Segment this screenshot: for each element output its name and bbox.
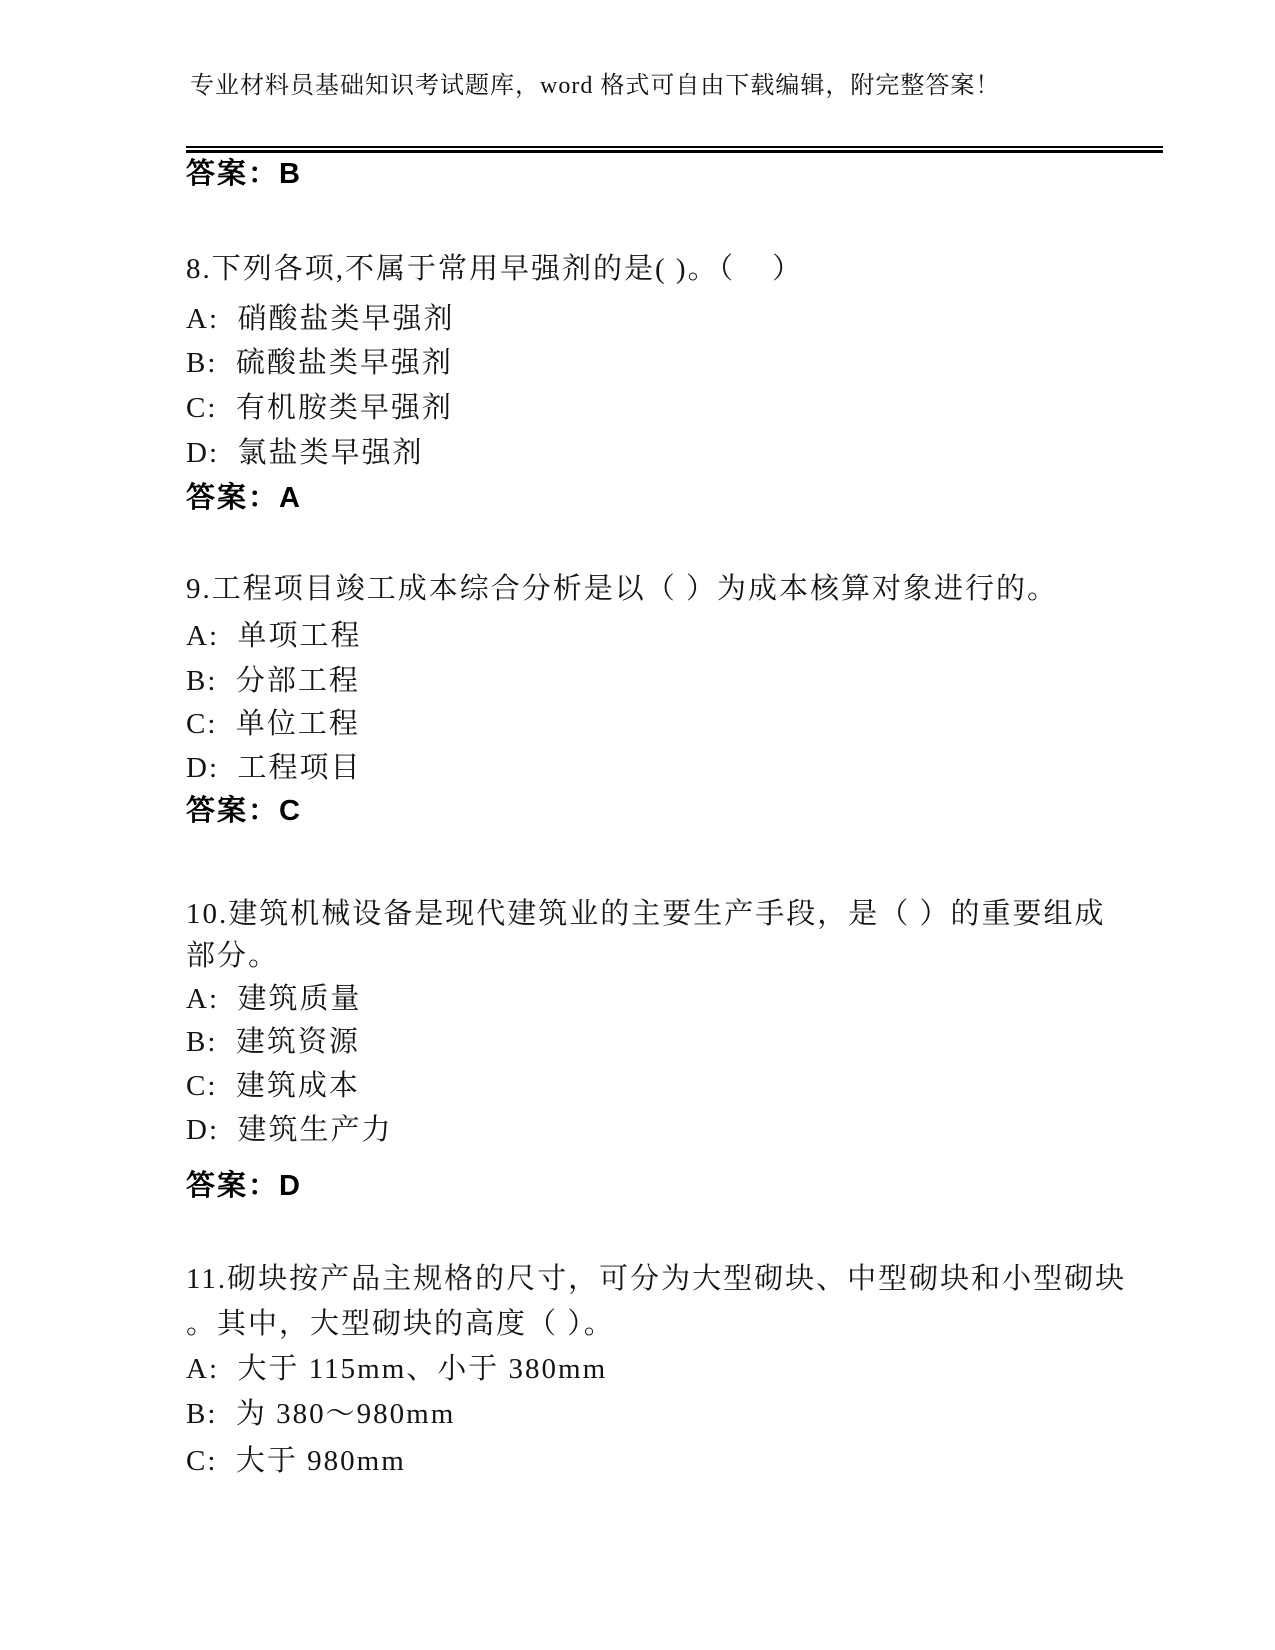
question-9-title: 9.工程项目竣工成本综合分析是以（ ）为成本核算对象进行的。 — [186, 573, 1059, 605]
question-11-title-line-2: 。其中，大型砌块的高度（ ）。 — [186, 1308, 615, 1340]
question-9-option-a: A: 单项工程 — [186, 620, 362, 652]
page-header-title: 专业材料员基础知识考试题库，word 格式可自由下载编辑，附完整答案！ — [190, 73, 1001, 99]
question-10-option-c: C: 建筑成本 — [186, 1070, 360, 1102]
header-divider-line — [186, 146, 1163, 153]
question-9-option-c: C: 单位工程 — [186, 708, 360, 740]
question-9-option-d: D: 工程项目 — [186, 752, 362, 784]
question-10-option-a: A: 建筑质量 — [186, 983, 362, 1015]
question-10-title-line-2: 部分。 — [186, 940, 280, 972]
question-10-option-d: D: 建筑生产力 — [186, 1114, 393, 1146]
question-10-option-b: B: 建筑资源 — [186, 1026, 360, 1058]
question-11-title-line-1: 11.砌块按产品主规格的尺寸，可分为大型砌块、中型砌块和小型砌块 — [186, 1263, 1127, 1295]
question-8-title: 8.下列各项,不属于常用早强剂的是( )。（ ） — [186, 253, 804, 285]
question-8-option-a: A: 硝酸盐类早强剂 — [186, 303, 455, 335]
question-11-option-c: C: 大于 980mm — [186, 1445, 406, 1477]
question-8-option-d: D: 氯盐类早强剂 — [186, 437, 424, 469]
question-9-answer: 答案：C — [186, 795, 302, 827]
question-8-option-c: C: 有机胺类早强剂 — [186, 392, 453, 424]
question-11-option-b: B: 为 380～980mm — [186, 1398, 456, 1430]
question-10-answer: 答案：D — [186, 1170, 302, 1202]
question-10-title-line-1: 10.建筑机械设备是现代建筑业的主要生产手段，是（ ）的重要组成 — [186, 898, 1106, 930]
answer-line-previous-question: 答案：B — [186, 158, 302, 190]
question-8-option-b: B: 硫酸盐类早强剂 — [186, 347, 453, 379]
question-11-option-a: A: 大于 115mm、小于 380mm — [186, 1353, 608, 1385]
question-9-option-b: B: 分部工程 — [186, 665, 360, 697]
question-8-answer: 答案：A — [186, 482, 302, 514]
